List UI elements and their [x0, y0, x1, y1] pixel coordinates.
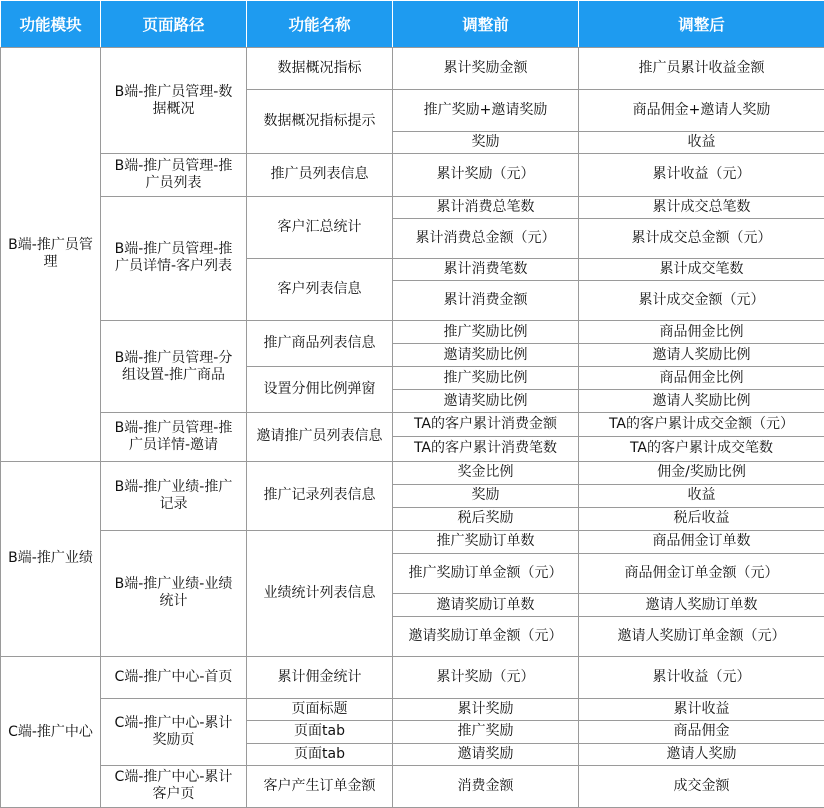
function-cell: 客户汇总统计: [247, 196, 393, 258]
path-cell: B端-推广员管理-推广员列表: [101, 154, 247, 196]
before-cell: 累计奖励: [393, 699, 579, 721]
after-cell: 商品佣金: [579, 721, 824, 743]
function-cell: 页面tab: [247, 743, 393, 765]
before-cell: 累计奖励（元）: [393, 657, 579, 699]
before-cell: 推广奖励: [393, 721, 579, 743]
after-cell: 累计成交总笔数: [579, 196, 824, 218]
function-cell: 业绩统计列表信息: [247, 530, 393, 656]
function-cell: 设置分佣比例弹窗: [247, 367, 393, 413]
before-cell: 邀请奖励比例: [393, 390, 579, 413]
after-cell: 成交金额: [579, 765, 824, 807]
after-cell: TA的客户累计成交笔数: [579, 437, 824, 461]
before-cell: 推广奖励比例: [393, 367, 579, 390]
function-cell: 页面标题: [247, 699, 393, 721]
table-row: [1, 196, 824, 218]
after-cell: 商品佣金+邀请人奖励: [579, 90, 824, 132]
function-cell: 邀请推广员列表信息: [247, 413, 393, 461]
before-cell: 税后奖励: [393, 507, 579, 530]
table-row: [1, 657, 824, 699]
before-cell: TA的客户累计消费金额: [393, 413, 579, 437]
before-cell: 累计奖励（元）: [393, 154, 579, 196]
before-cell: 推广奖励订单金额（元）: [393, 553, 579, 593]
path-cell: C端-推广中心-首页: [101, 657, 247, 699]
module-cell: C端-推广中心: [1, 657, 101, 808]
path-cell: B端-推广员管理-推广员详情-客户列表: [101, 196, 247, 320]
before-cell: 推广奖励+邀请奖励: [393, 90, 579, 132]
after-cell: 收益: [579, 484, 824, 507]
before-cell: 消费金额: [393, 765, 579, 807]
table-row: [1, 48, 824, 90]
header-row: [1, 1, 824, 48]
before-cell: 奖励: [393, 484, 579, 507]
function-cell: 推广员列表信息: [247, 154, 393, 196]
after-cell: 邀请人奖励订单数: [579, 593, 824, 616]
after-cell: 商品佣金订单数: [579, 530, 824, 553]
after-cell: 累计收益: [579, 699, 824, 721]
table-row: [1, 461, 824, 484]
after-cell: 收益: [579, 132, 824, 154]
before-cell: 累计消费笔数: [393, 258, 579, 280]
after-cell: TA的客户累计成交金额（元）: [579, 413, 824, 437]
function-cell: 客户产生订单金额: [247, 765, 393, 807]
before-cell: 累计消费金额: [393, 280, 579, 320]
header-path: 页面路径: [101, 1, 247, 48]
before-cell: 奖金比例: [393, 461, 579, 484]
function-cell: 页面tab: [247, 721, 393, 743]
function-cell: 数据概况指标提示: [247, 90, 393, 154]
table-row: [1, 321, 824, 344]
before-cell: 邀请奖励订单数: [393, 593, 579, 616]
after-cell: 邀请人奖励订单金额（元）: [579, 617, 824, 657]
table-row: [1, 413, 824, 437]
path-cell: B端-推广员管理-推广员详情-邀请: [101, 413, 247, 461]
after-cell: 商品佣金比例: [579, 367, 824, 390]
before-cell: 推广奖励比例: [393, 321, 579, 344]
after-cell: 税后收益: [579, 507, 824, 530]
function-cell: 客户列表信息: [247, 258, 393, 320]
before-cell: 邀请奖励: [393, 743, 579, 765]
after-cell: 邀请人奖励: [579, 743, 824, 765]
after-cell: 邀请人奖励比例: [579, 390, 824, 413]
path-cell: B端-推广员管理-分组设置-推广商品: [101, 321, 247, 413]
table-row: [1, 154, 824, 196]
after-cell: 累计收益（元）: [579, 154, 824, 196]
path-cell: C端-推广中心-累计客户页: [101, 765, 247, 807]
path-cell: B端-推广业绩-推广记录: [101, 461, 247, 530]
after-cell: 佣金/奖励比例: [579, 461, 824, 484]
function-cell: 数据概况指标: [247, 48, 393, 90]
after-cell: 累计成交金额（元）: [579, 280, 824, 320]
header-before: 调整前: [393, 1, 579, 48]
table-row: [1, 699, 824, 721]
path-cell: B端-推广业绩-业绩统计: [101, 530, 247, 656]
path-cell: B端-推广员管理-数据概况: [101, 48, 247, 154]
after-cell: 商品佣金比例: [579, 321, 824, 344]
header-after: 调整后: [579, 1, 824, 48]
header-module: 功能模块: [1, 1, 101, 48]
function-cell: 推广商品列表信息: [247, 321, 393, 367]
before-cell: 奖励: [393, 132, 579, 154]
function-cell: 推广记录列表信息: [247, 461, 393, 530]
after-cell: 商品佣金订单金额（元）: [579, 553, 824, 593]
before-cell: 推广奖励订单数: [393, 530, 579, 553]
function-cell: 累计佣金统计: [247, 657, 393, 699]
before-cell: 累计消费总笔数: [393, 196, 579, 218]
header-function: 功能名称: [247, 1, 393, 48]
module-cell: B端-推广员管理: [1, 48, 101, 462]
after-cell: 累计成交总金额（元）: [579, 218, 824, 258]
module-cell: B端-推广业绩: [1, 461, 101, 657]
path-cell: C端-推广中心-累计奖励页: [101, 699, 247, 765]
before-cell: 累计奖励金额: [393, 48, 579, 90]
table-row: [1, 530, 824, 553]
table-row: [1, 765, 824, 807]
after-cell: 推广员累计收益金额: [579, 48, 824, 90]
before-cell: 邀请奖励比例: [393, 344, 579, 367]
before-cell: TA的客户累计消费笔数: [393, 437, 579, 461]
after-cell: 累计收益（元）: [579, 657, 824, 699]
after-cell: 累计成交笔数: [579, 258, 824, 280]
before-cell: 邀请奖励订单金额（元）: [393, 617, 579, 657]
after-cell: 邀请人奖励比例: [579, 344, 824, 367]
before-cell: 累计消费总金额（元）: [393, 218, 579, 258]
